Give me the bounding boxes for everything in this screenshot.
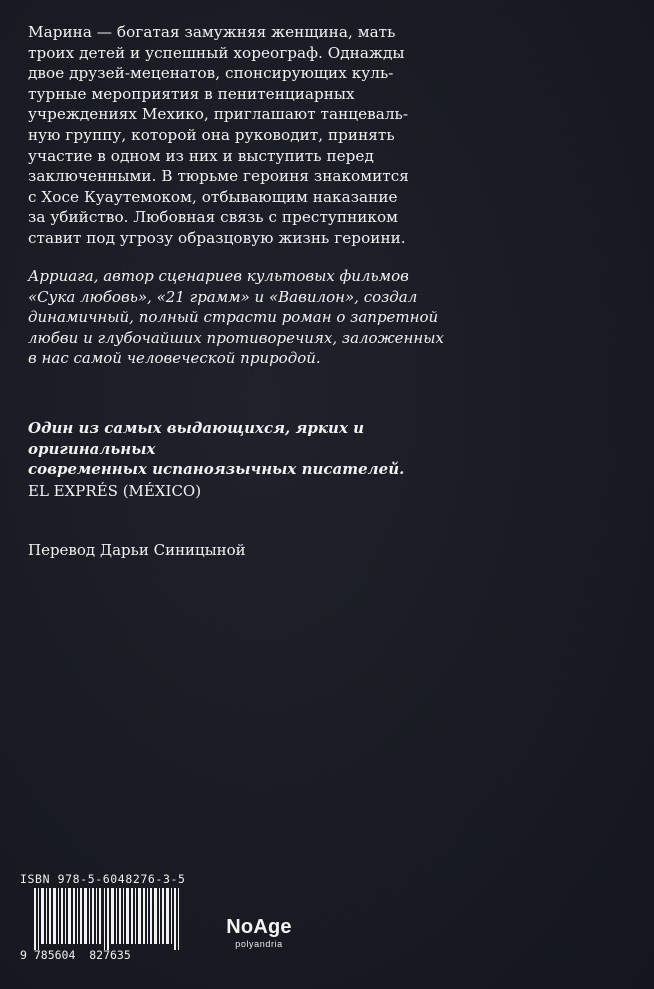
author-line: динамичный, полный страсти роман о запретной (28, 308, 439, 327)
isbn-barcode (20, 872, 200, 972)
synopsis-line: учреждениях Мехико, приглашают танцеваль- (28, 105, 409, 124)
author-line: Арриага, автор сценариев культовых фильмов (28, 267, 409, 285)
translator-credit: Перевод Дарьи Синицыной (28, 541, 246, 559)
author-line: в нас самой человеческой природой. (28, 349, 321, 368)
synopsis-line: турные мероприятия в пенитенциарных (28, 84, 355, 103)
synopsis-line: троих детей и успешный хореограф. Однажды (28, 43, 405, 62)
barcode-digits: 9 785604 827635 (20, 948, 131, 962)
quote-line: Один из самых выдающихся, ярких и оригинальных (28, 419, 365, 458)
synopsis-line: с Хосе Куаутемоком, отбывающим наказание (28, 187, 398, 206)
synopsis-line: ставит под угрозу образцовую жизнь героини. (28, 228, 406, 247)
synopsis-line: за убийство. Любовная связь с преступником (28, 208, 399, 227)
synopsis-line: Марина — богатая замужняя женщина, мать (28, 23, 396, 41)
synopsis-line: двое друзей-меценатов, спонсирующих куль- (28, 64, 394, 83)
author-line: любви и глубочайших противоречиях, заложенных (28, 328, 444, 347)
publisher-logo (214, 916, 304, 949)
synopsis-line: ную группу, которой она руководит, принять (28, 125, 395, 144)
publisher-imprint: polyandria (235, 939, 283, 949)
author-line: «Сука любовь», «21 грамм» и «Вавилон», создал (28, 287, 418, 306)
synopsis-paragraph (28, 22, 448, 249)
publisher-logo-text: NoAge (226, 916, 292, 938)
synopsis-line: участие в одном из них и выступить перед (28, 146, 374, 165)
review-quote (28, 418, 458, 480)
barcode-icon (34, 888, 184, 950)
synopsis-line: заключенными. В тюрьме героиня знакомится (28, 167, 409, 186)
isbn-label: ISBN 978-5-6048276-3-5 (20, 872, 186, 886)
quote-source: EL EXPRÉS (MÉXICO) (28, 482, 202, 500)
quote-line: современных испаноязычных писателей. (28, 460, 405, 479)
author-paragraph (28, 266, 448, 369)
